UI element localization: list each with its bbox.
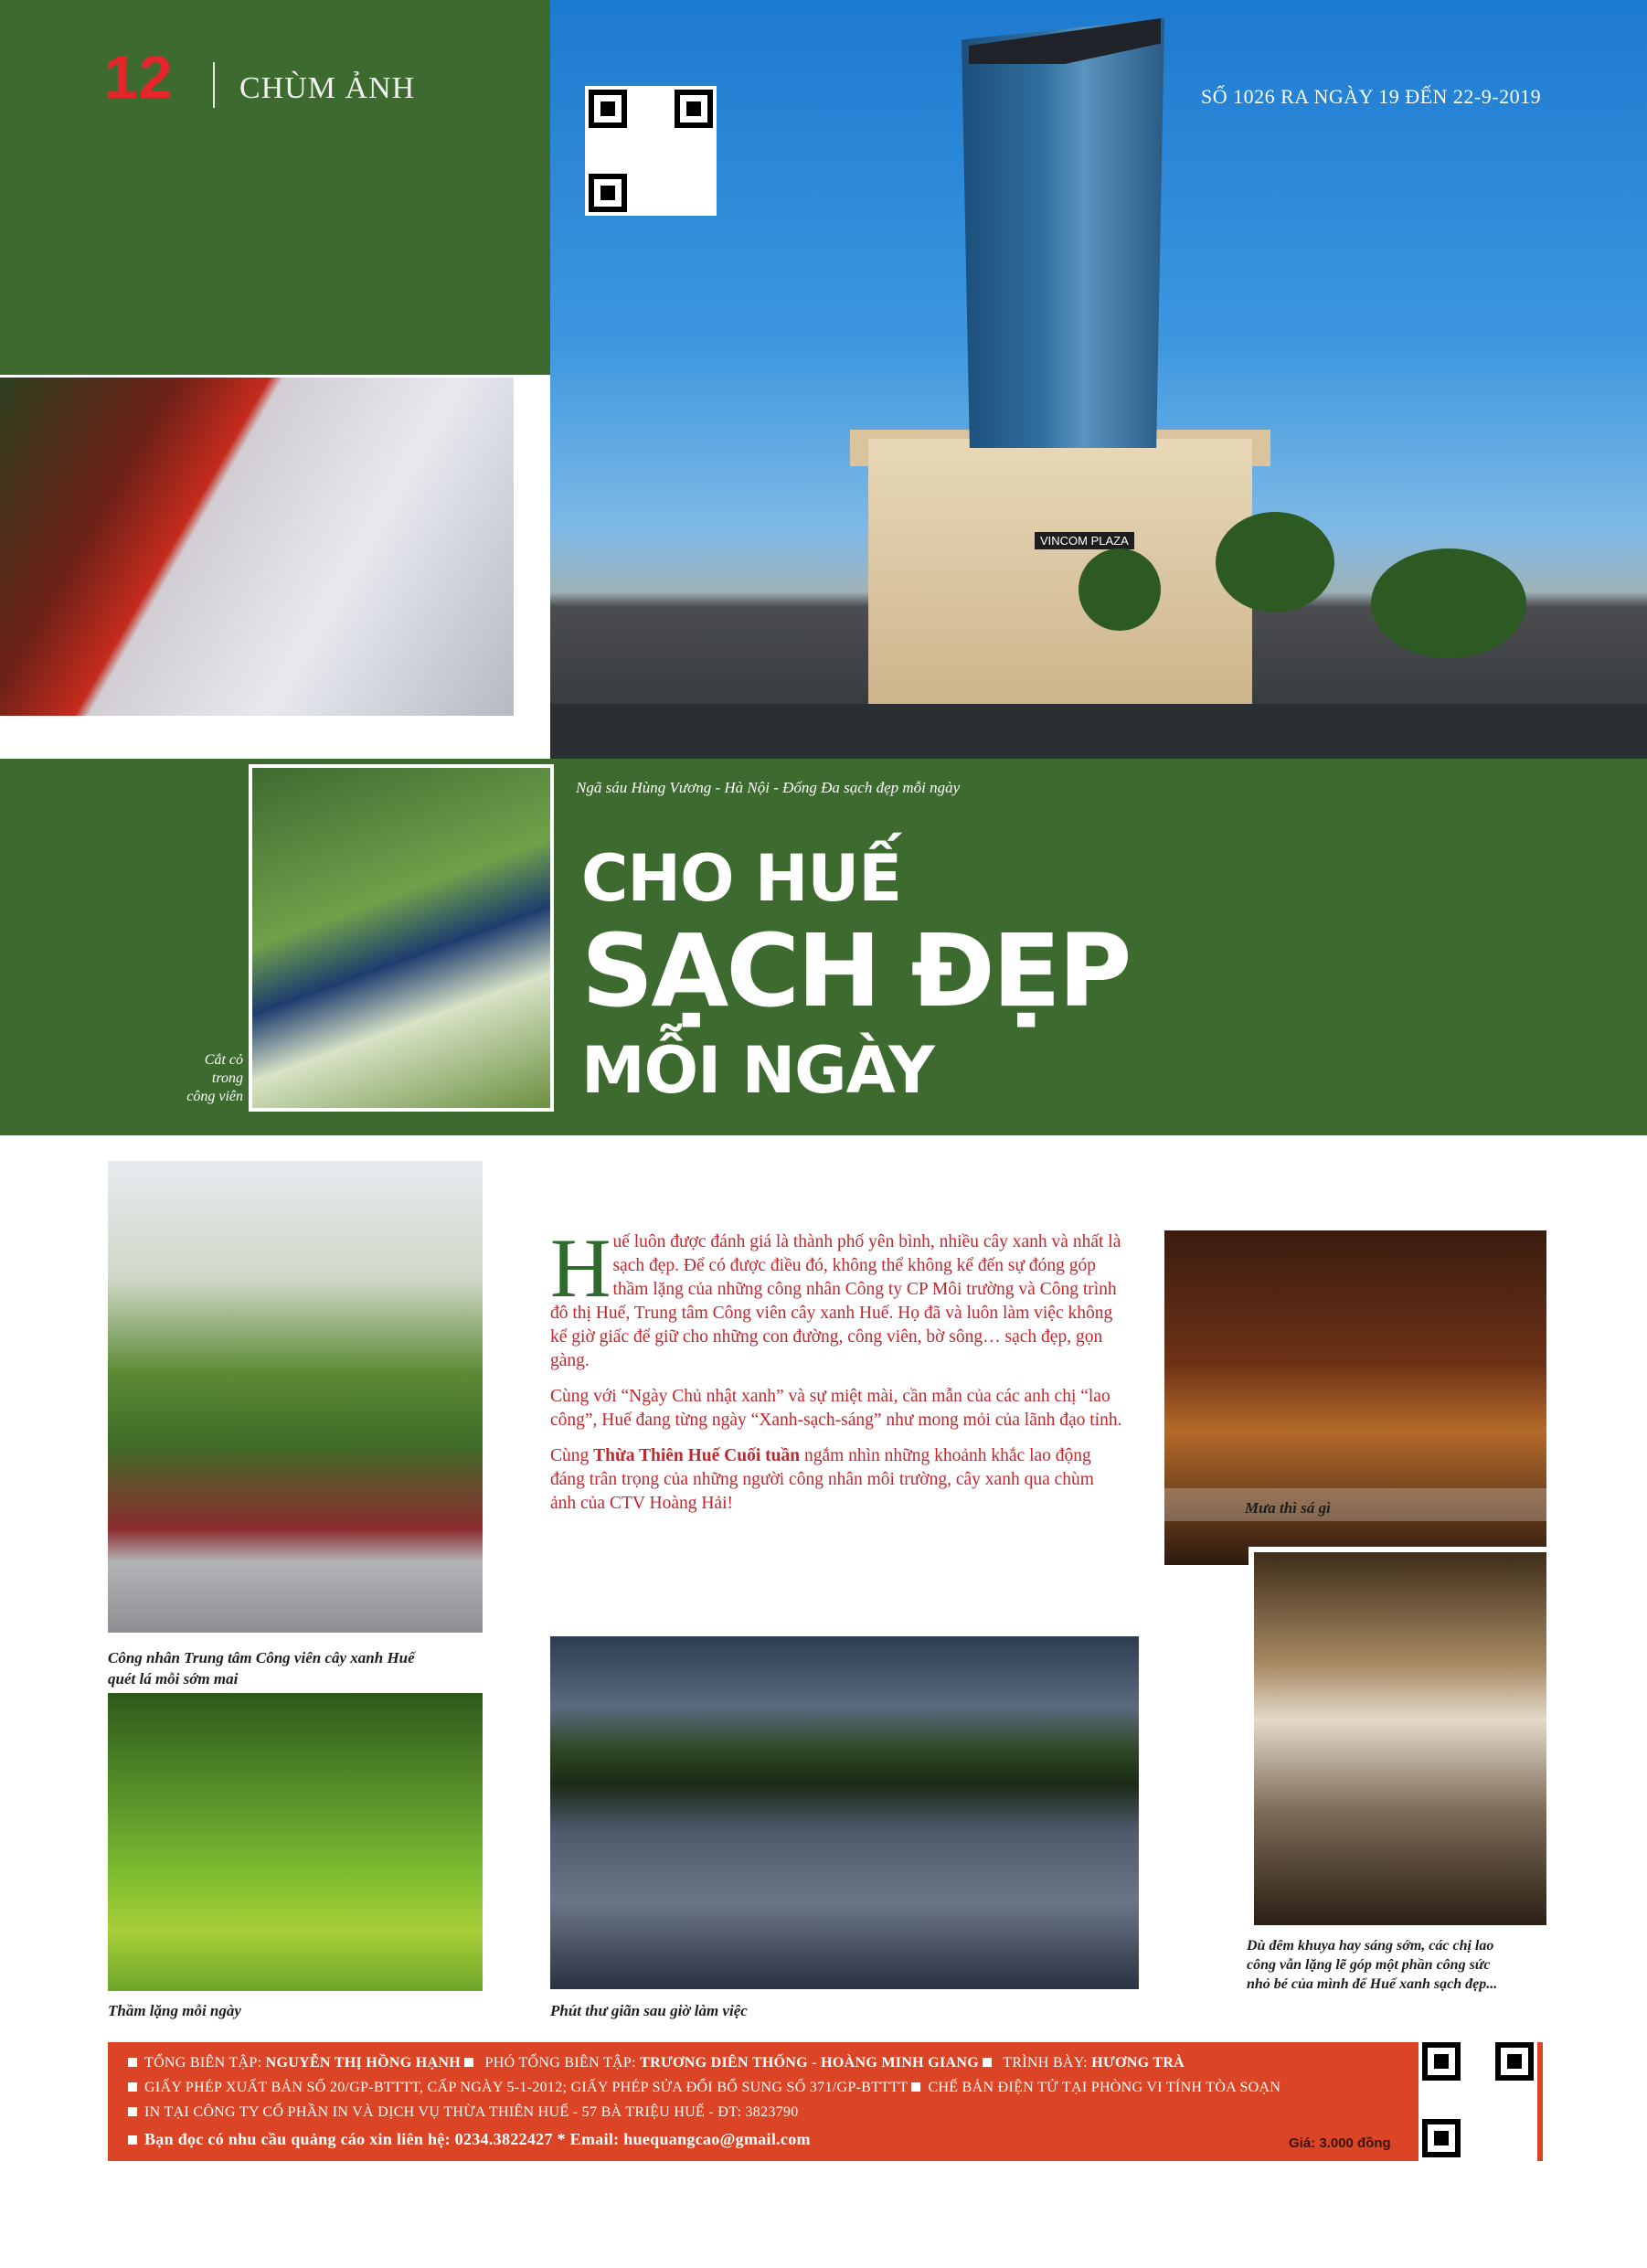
caption-line: quét lá mỗi sớm mai bbox=[108, 1670, 239, 1688]
qr-finder bbox=[675, 90, 713, 128]
qr-finder bbox=[1422, 2042, 1461, 2081]
bullet-icon bbox=[911, 2082, 920, 2092]
building-podium bbox=[868, 439, 1252, 704]
photo-lake-rest bbox=[550, 1636, 1139, 1989]
caption-rain: Mưa thì sá gì bbox=[1245, 1499, 1331, 1517]
tree bbox=[1371, 548, 1526, 658]
page-number: 12 bbox=[104, 43, 174, 111]
section-name: CHÙM ẢNH bbox=[239, 71, 416, 105]
editor-in-chief: NGUYỄN THỊ HỒNG HẠNH bbox=[265, 2055, 461, 2071]
paragraph-text: ngắm nhìn những khoảnh khắc lao động đáng trân trọng của những người công nhân môi trường, cây xanh qua chùm ảnh của CTV Hoàng Hải! bbox=[550, 1446, 1094, 1513]
palm-tree bbox=[1216, 512, 1334, 612]
article-paragraph-1 bbox=[550, 1221, 1122, 1373]
headline-line-3: MỖI NGÀY bbox=[581, 1033, 934, 1108]
footer-text: PHÓ TỔNG BIÊN TẬP: bbox=[481, 2055, 641, 2071]
paragraph-text: uế luôn được đánh giá là thành phố yên bình, nhiều cây xanh và nhất là sạch đẹp. Để có được điều đó, không thể không kể đến sự đóng góp thầm lặng của những công nhân Công ty CP Môi trường và Công trình đô thị Huế, Trung tâm Công viên cây xanh Huế. Họ đã và luôn làm việc không kể giờ giấc để giữ cho những con đường, công viên, bờ sông… sạch đẹp, gọn gàng. bbox=[550, 1232, 1121, 1370]
caption-line: nhỏ bé của mình để Huế xanh sạch đẹp... bbox=[1247, 1976, 1498, 1992]
photo-river-cleaning bbox=[0, 375, 516, 716]
footer-text: TỔNG BIÊN TẬP: bbox=[144, 2055, 266, 2071]
article-paragraph-2: Cùng với “Ngày Chủ nhật xanh” và sự miệt mài, cần mẫn của các anh chị “lao công”, Huế đang từng ngày “Xanh-sạch-sáng” như mong mỏi của lãnh đạo tỉnh. bbox=[550, 1387, 1122, 1430]
bullet-icon bbox=[128, 2107, 137, 2116]
caption-line: Công nhân Trung tâm Công viên cây xanh Huế bbox=[108, 1649, 415, 1666]
publication-name: Thừa Thiên Huế Cuối tuần bbox=[593, 1446, 801, 1465]
headline-line-2: SẠCH ĐẸP bbox=[581, 912, 1130, 1029]
qr-code-icon[interactable] bbox=[1419, 2039, 1537, 2161]
headline-line-1: CHO HUẾ bbox=[581, 841, 902, 916]
issue-info: SỐ 1026 RA NGÀY 19 ĐẾN 22-9-2019 bbox=[1201, 85, 1542, 108]
bullet-icon bbox=[464, 2058, 473, 2067]
caption-park-sweeping bbox=[108, 1647, 415, 1689]
masthead-footer bbox=[108, 2042, 1543, 2161]
drop-cap: H bbox=[550, 1221, 611, 1315]
footer-text: CHẾ BẢN ĐIỆN TỬ TẠI PHÒNG VI TÍNH TÒA SOẠN bbox=[928, 2080, 1281, 2095]
road bbox=[550, 704, 1647, 759]
layout-designer: HƯƠNG TRÀ bbox=[1091, 2055, 1185, 2071]
caption-grass-cutting bbox=[155, 1051, 243, 1106]
footer-line-4 bbox=[128, 2130, 811, 2149]
caption-line: trong bbox=[211, 1070, 243, 1086]
caption-hero: Ngã sáu Hùng Vương - Hà Nội - Đống Đa sạch đẹp mỗi ngày bbox=[576, 779, 961, 796]
caption-river: Làm sạch dòng Hương bbox=[347, 728, 490, 745]
glass-tower bbox=[962, 18, 1164, 448]
footer-text: IN TẠI CÔNG TY CỔ PHẦN IN VÀ DỊCH VỤ THỪA THIÊN HUẾ - 57 BÀ TRIỆU HUẾ - ĐT: 3823790 bbox=[144, 2104, 799, 2120]
footer-line-3 bbox=[128, 2104, 799, 2121]
photo-night-sweeping bbox=[1249, 1547, 1546, 1925]
deputy-editors: TRƯƠNG DIÊN THỐNG - HOÀNG MINH GIANG bbox=[640, 2055, 979, 2071]
bullet-icon bbox=[128, 2082, 137, 2092]
caption-line: công viên bbox=[186, 1089, 243, 1104]
article-body bbox=[550, 1221, 1122, 1528]
paragraph-text: Cùng bbox=[550, 1446, 594, 1465]
advertising-contact: Bạn đọc có nhu cầu quảng cáo xin liên hệ: 0234.3822427 * Email: huequangcao@gmail.com bbox=[144, 2130, 811, 2148]
header-divider bbox=[213, 62, 215, 108]
caption-lake: Phút thư giãn sau giờ làm việc bbox=[550, 2002, 748, 2019]
qr-finder bbox=[1495, 2042, 1534, 2081]
caption-line: Cắt cỏ bbox=[204, 1052, 243, 1068]
bullet-icon bbox=[128, 2058, 137, 2067]
footer-line-2 bbox=[128, 2080, 1280, 2096]
caption-lawn: Thầm lặng mỗi ngày bbox=[108, 2002, 241, 2019]
bullet-icon bbox=[983, 2058, 992, 2067]
vincom-plaza-sign: VINCOM PLAZA bbox=[1035, 532, 1134, 549]
caption-night bbox=[1247, 1936, 1539, 1994]
caption-line: Dù đêm khuya hay sáng sớm, các chị lao bbox=[1247, 1938, 1494, 1954]
qr-finder bbox=[589, 174, 627, 212]
photo-grass-cutting bbox=[249, 764, 554, 1112]
price-label: Giá: 3.000 đồng bbox=[1289, 2135, 1391, 2151]
bullet-icon bbox=[128, 2135, 137, 2145]
footer-text: GIẤY PHÉP XUẤT BẢN SỐ 20/GP-BTTTT, CẤP NGÀY 5-1-2012; GIẤY PHÉP SỬA ĐỔI BỔ SUNG SỐ 371/GP-BTTTT bbox=[144, 2080, 909, 2095]
footer-line-1 bbox=[128, 2055, 1185, 2071]
qr-finder bbox=[589, 90, 627, 128]
caption-line: công vẫn lặng lẽ góp một phần công sức bbox=[1247, 1957, 1491, 1973]
footer-text: TRÌNH BÀY: bbox=[999, 2055, 1092, 2071]
header-green-block bbox=[0, 0, 550, 375]
caption-bar bbox=[1164, 1488, 1546, 1521]
qr-finder bbox=[1422, 2119, 1461, 2157]
qr-code-icon[interactable] bbox=[585, 86, 717, 216]
photo-park-sweeping bbox=[108, 1161, 483, 1633]
article-paragraph-3 bbox=[550, 1444, 1122, 1516]
photo-lawn-worker bbox=[108, 1693, 483, 1991]
palm-tree bbox=[1079, 548, 1161, 631]
